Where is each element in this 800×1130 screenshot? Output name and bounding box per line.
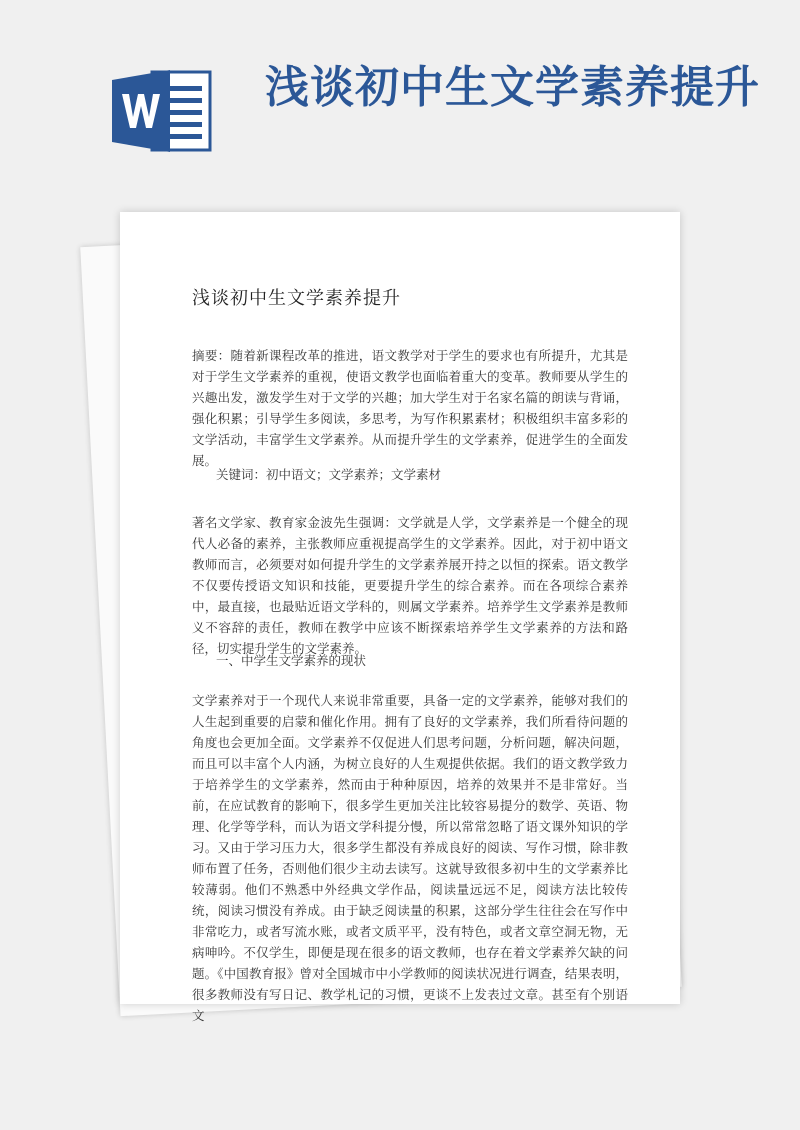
- header-title: 浅谈初中生文学素养提升: [265, 62, 760, 113]
- section-heading: 一、中学生文学素养的现状: [216, 653, 367, 668]
- document-page: [120, 212, 680, 1023]
- word-document-icon: [112, 68, 214, 154]
- intro-paragraph: 著名文学家、教育家金波先生强调：文学就是人学，文学素养是一个健全的现代人必备的素养，主张教师应重视提高学生的文学素养。因此，对于初中语文教师而言，必须要对如何提升学生的文学素养展开持之以恒的探索。语文教学不仅要传授语文知识和技能，更要提升学生的综合素养。而在各项综合素养中，最直接，也最贴近语文学科的，则属文学素养。培养学生文学素养是教师义不容辞的责任，教师在教学中应该不断探索培养学生文学素养的方法和路径，切实提升学生的文学素养。: [192, 515, 628, 656]
- body-paragraph: 文学素养对于一个现代人来说非常重要，具备一定的文学素养，能够对我们的人生起到重要的启蒙和催化作用。拥有了良好的文学素养，我们所看待问题的角度也会更加全面。文学素养不仅促进人们思考问题，分析问题，解决问题，而且可以丰富个人内涵，为树立良好的人生观提供依据。我们的语文教学致力于培养学生的文学素养，然而由于种种原因，培养的效果并不是非常好。当前，在应试教育的影响下，很多学生更加关注比较容易提分的数学、英语、物理、化学等学科，而认为语文学科提分慢，所以常常忽略了语文课外知识的学习。又由于学习压力大，很多学生都没有养成良好的阅读、写作习惯，除非教师布置了任务，否则他们很少主动去读写。这就导致很多初中生的文学素养比较薄弱。他们不熟悉中外经典文学作品，阅读量远远不足，阅读方法比较传统，阅读习惯没有养成。由于缺乏阅读量的积累，这部分学生往往会在写作中非常吃力，或者写流水账，或者文质平平，没有特色，或者文章空洞无物，无病呻吟。不仅学生，即便是现在很多的语文教师，也存在着文学素养欠缺的问题。《中国教育报》曾对全国城市中小学教师的阅读状况进行调查，结果表明，很多教师没有写日记、教学札记的习惯，更谈不上发表过文章。甚至有个别语文: [192, 693, 628, 1023]
- document-title: 浅谈初中生文学素养提升: [192, 288, 401, 309]
- keywords-line: 关键词：初中语文；文学素养；文学素材: [216, 467, 442, 482]
- abstract-paragraph: 摘要：随着新课程改革的推进，语文教学对于学生的要求也有所提升，尤其是对于学生文学素养的重视，使语文教学也面临着重大的变革。教师要从学生的兴趣出发，激发学生对于文学的兴趣；加大学生对于名家名篇的朗读与背诵，强化积累；引导学生多阅读，多思考，为写作积累素材；积极组织丰富多彩的文学活动，丰富学生文学素养。从而提升学生的文学素养，促进学生的全面发展。: [192, 348, 628, 468]
